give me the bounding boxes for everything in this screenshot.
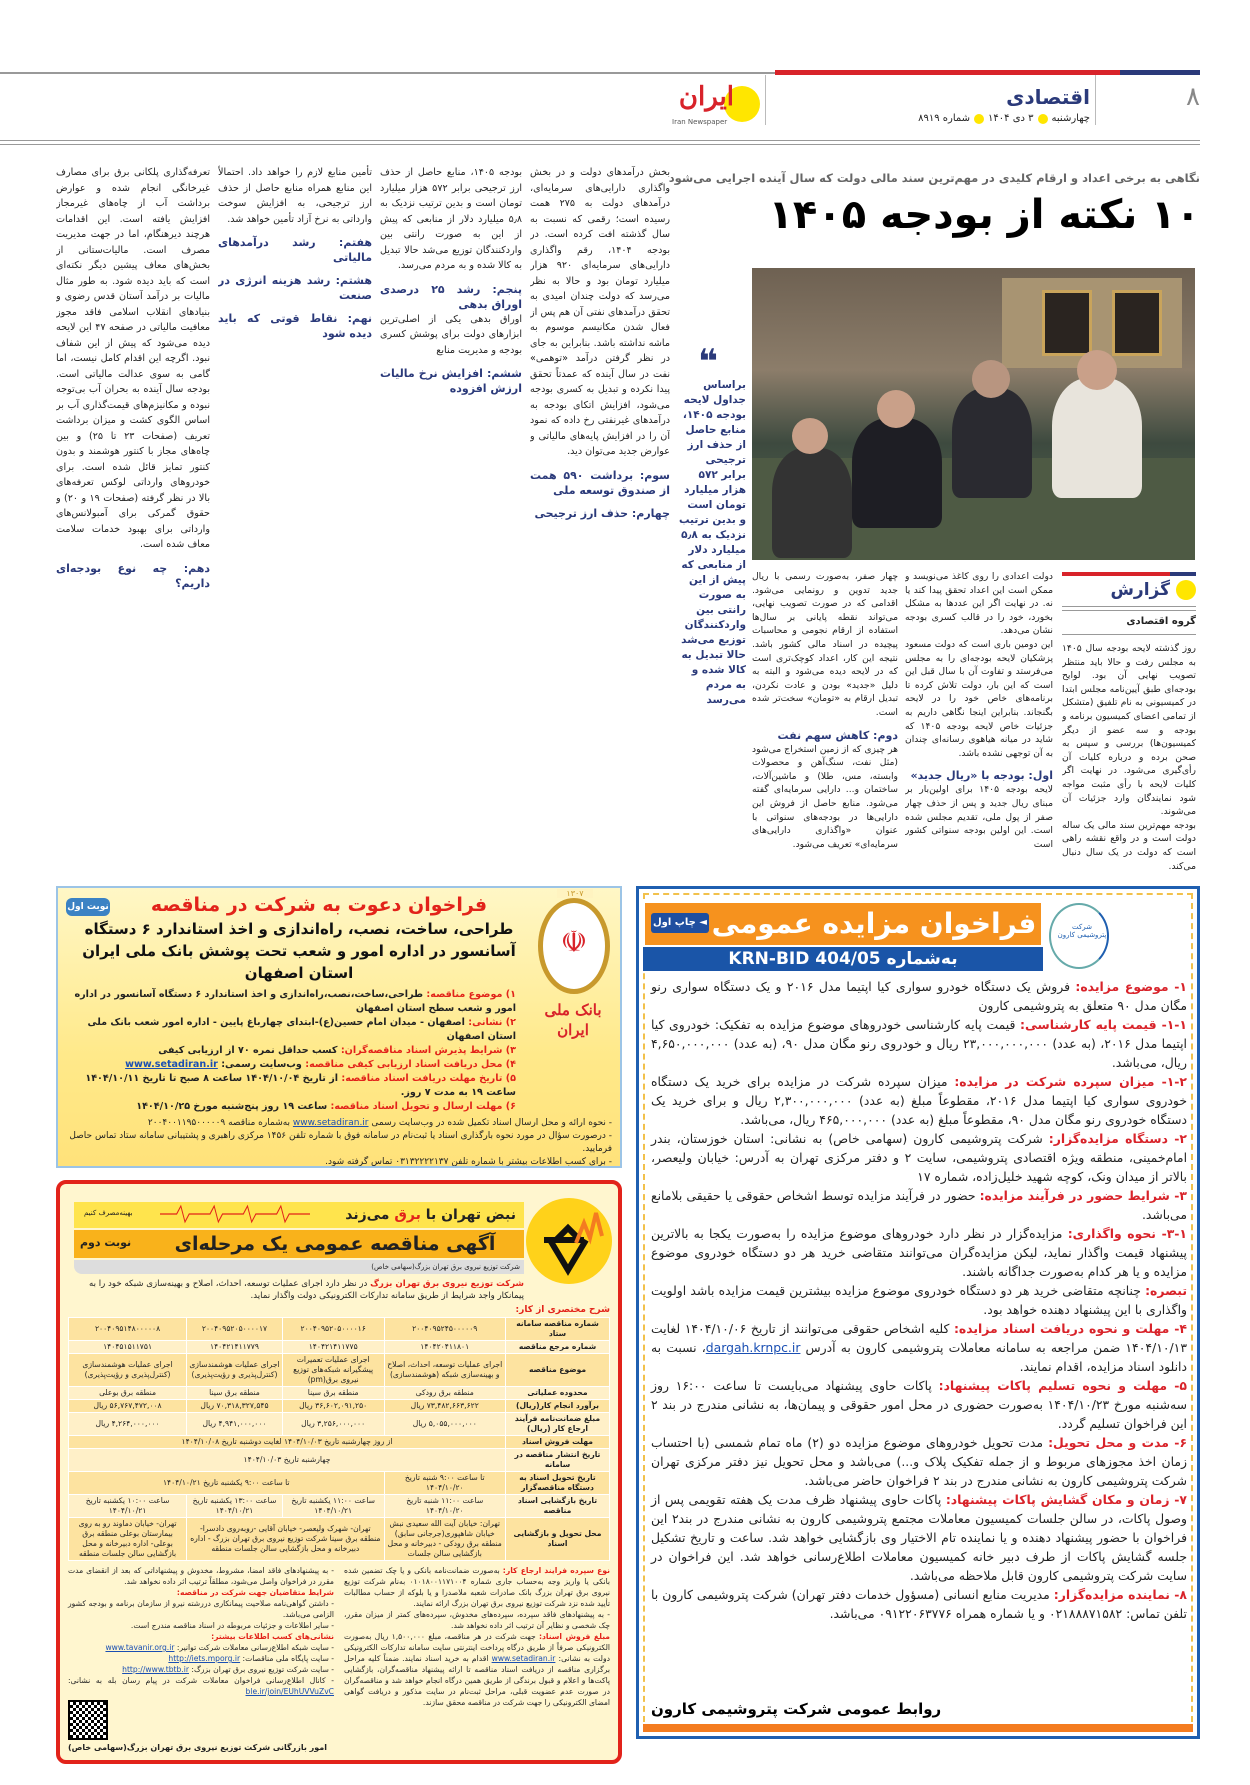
divider: [1062, 606, 1196, 611]
item-text: طراحی،ساخت،نصب،راه‌اندازی و اخذ استاندارد ۶ دستگاه آسانسور در اداره امور و شعب سطح استان اصفهان: [74, 989, 516, 1014]
list-item: [68, 1664, 334, 1675]
divider: [1062, 634, 1196, 635]
section-subhead: هشتم: رشد هزینه انرژی در صنعت: [218, 274, 372, 302]
paragraph: بودجه مهم‌ترین سند مالی یک ساله دولت است و در واقع نقشه راهی است که دولت در یک سال دنبال می‌کند.: [1062, 819, 1196, 872]
item-label: نشانی‌های کسب اطلاعات بیشتر:: [211, 1632, 334, 1641]
section-subhead: سوم: برداشت ۵۹۰ همت از صندوق توسعه ملی: [530, 468, 670, 497]
row-header: تاریخ بازگشایی اسناد مناقصه: [506, 1495, 610, 1518]
ad-title: فراخوان مزایده عمومی: [711, 907, 1037, 940]
table-cell: اجرای عملیات توسعه، احداث، اصلاح و بهینه‌سازی شبکه (هوشمندسازی): [384, 1354, 506, 1387]
item-text: از تاریخ ۱۴۰۴/۱۰/۰۴ ساعت ۸ صبح تا تاریخ ۱۴۰۴/۱۰/۱۱ ساعت ۱۹ به مدت ۷ روز.: [85, 1073, 516, 1098]
article-title-block: [655, 170, 1200, 240]
table-cell: ۲۰۰۴۰۹۵۲۰۵۰۰۰۰۱۶: [282, 1318, 384, 1341]
dot-icon: [974, 114, 984, 124]
table-row: [69, 1518, 610, 1561]
table-cell: منطقه برق سینا: [282, 1387, 384, 1400]
dot-icon: [1176, 580, 1196, 600]
article-column: [218, 165, 372, 875]
link[interactable]: www.setadiran.ir: [125, 1059, 218, 1070]
table-cell: ۴,۲۶۴,۰۰۰,۰۰۰ ریال: [69, 1413, 187, 1436]
item-text: پاکات حاوی پیشنهاد ظرف مدت یک هفته تقویمی پس از وصول پاکات، در سالن جلسات کمیسیون معاملات مجتمع پتروشیمی کارون به نشانی مندرج در بند۲ این فراخوان با حضور پیشنهاد دهنده و یا نماینده تام الاختیار وی بازگشایی خواهد شد. ساعت و تاریخ تشکیل جلسه گشایش پاکات از طرف دبیر خانه کمیسیون معاملات اطلاع‌رسانی خواهد شد. این فراخوان در سایت شرکت پتروشیمی کارون قابل ملاحظه می‌باشد.: [651, 1492, 1187, 1583]
table-cell: از روز چهارشنبه تاریخ ۱۴۰۴/۱۰/۰۳ لغایت دوشنبه تاریخ ۱۴۰۴/۱۰/۰۸: [69, 1436, 506, 1449]
item-text: - به پیشنهادهای فاقد سپرده، سپرده‌های مخدوش، سپرده‌های کمتر از میزان مقرر، چک شخصی و نظایر آن ترتیب اثر داده نخواهد شد.: [344, 1610, 610, 1630]
row-header: برآورد انجام کار(ریال): [506, 1400, 610, 1413]
tender-table: [68, 1317, 610, 1561]
item-text: شرکت پتروشیمی کارون (سهامی خاص) به نشانی: استان خوزستان، بندر امام‌خمینی، منطقه ویژه اقتصادی پتروشیمی، سایت ۲ و دفتر مرکزی تهران به آدرس: خیابان ولیعصر، بالاتر از میدان ونک، کوچه شهید خلیل‌زاده، شماره ۱۷: [651, 1131, 1188, 1184]
section-subhead: هفتم: رشد درآمدهای مالیاتی: [218, 236, 372, 264]
report-label: [1062, 580, 1196, 600]
table-cell: تهران- خیابان دماوند رو به روی بیمارستان بوعلی منطقه برق بوعلی- اداره دبیرخانه و محل بازگشایی سالن جلسات منطقه: [69, 1518, 187, 1561]
row-header: شماره مناقصه سامانه ستاد: [506, 1318, 610, 1341]
ad-footer-bar: [643, 1724, 1193, 1732]
table-cell: ۷۰,۳۱۸,۳۲۷,۵۴۵ ریال: [187, 1400, 283, 1413]
table-cell: ساعت ۱۱:۰۰ شنبه تاریخ ۱۴۰۴/۱۰/۲۰: [384, 1495, 506, 1518]
bank-tender-ad: [56, 886, 622, 1168]
day: چهارشنبه: [1051, 113, 1090, 124]
section-subhead: چهارم: حذف ارز ترجیحی: [534, 506, 670, 520]
divider: [0, 140, 1200, 141]
emblem-year: ۱۳۰۷: [557, 889, 593, 898]
item-text: قیمت پایه کارشناسی خودروهای موضوع مزایده به تفکیک: خودروی کیا اپتیما مدل ۲۰۱۶، (به عدد) ۲۳,۰۰۰,۰۰۰,۰۰۰ ریال و خودروی رنو مگان مدل ۹۰، (به عدد) ۴,۶۵۰,۰۰۰,۰۰۰ ریال، می‌باشد.: [651, 1017, 1187, 1070]
item-label: ۴- مهلت و نحوه دریافت اسناد مزایده:: [953, 1321, 1187, 1336]
table-cell: اجرای عملیات هوشمندسازی (کنترل‌پذیری و رؤیت‌پذیری): [69, 1354, 187, 1387]
paragraph: بودجه ۱۴۰۵، منابع حاصل از حذف ارز ترجیحی برابر ۵۷۲ هزار میلیارد تومان است و بدین ترتیب نزدیک به ۵٫۸ میلیارد دلار از منابعی که پیش از این به صورت رانتی بین واردکنندگان توزیع می‌شد حالا تبدیل به کالا شده و به مردم می‌رسد.: [380, 167, 522, 271]
list-item: [651, 1585, 1187, 1623]
slogan-part: می‌زند: [345, 1207, 395, 1223]
table-cell: ۵,۰۵۵,۰۰۰,۰۰۰ ریال: [384, 1413, 506, 1436]
item-label: نوع سپرده فرایند ارجاع کار:: [502, 1566, 610, 1575]
row-header: مهلت فروش اسناد: [506, 1436, 610, 1449]
list-item: [66, 1058, 516, 1072]
ad-title: آگهی مناقصه عمومی یک مرحله‌ای: [174, 1233, 496, 1255]
list-item: [651, 1072, 1187, 1129]
table-row: [69, 1318, 610, 1341]
auction-ad: [636, 886, 1200, 1739]
item-text: جهت شرکت در هر مناقصه، مبلغ ۱,۵۰۰,۰۰۰ ریال به‌صورت الکترونیکی صرفاً از طریق درگاه پرداخت اینترنتی سایت سامانه تدارکات الکترونیکی دولت به نشانی:: [344, 1632, 610, 1663]
item-text: به‌صورت ضمانت‌نامه بانکی و یا چک تضمین شده بانکی یا واریز وجه به‌حساب جاری شماره ۰۱۰۱۸۰۰۱۱۷۱۰۰۴ به‌نام شرکت توزیع نیروی برق تهران بزرگ بانک صادرات شعبه ملاصدرا و یا بلوکه از حساب مطالبات تأیید شده نزد شرکت توزیع نیروی برق تهران بزرگ ارائه نمایند.: [344, 1566, 610, 1608]
list-item: [66, 988, 516, 1016]
list-item: [651, 1319, 1187, 1376]
paragraph: تعرفه‌گذاری پلکانی برق برای مصارف غیرخانگی انجام شده و عوارض برداشت آب از چاه‌های غیرمجاز افزایش یافته است. این اقدامات هرچند دیرهنگام، اما در جهت مدیریت مصرف است. مالیات‌ستانی از بخش‌های معاف پیشین دیگر نکته‌ای است که باید دیده شود. به طور مثال مالیات بر درآمد آستان قدس رضوی و بنیادهای انقلاب اسلامی فاقد مجوز معافیت مالیاتی در صفحه ۴۷ این لایحه دیده می‌شود که پیش از این شفاف نبود. اگرچه این اقدام کامل نیست، اما گامی به سوی عدالت مالیاتی است. بودجه سال آینده به بحران آب بی‌توجه نبوده و مکانیزم‌های قیمت‌گذاری آب بر اساس الگوی کشت و میزان برداشت تعریف (صفحات ۲۳ تا ۲۵) و بین چاه‌های مجاز با کنتور هوشمند و بدون کنتور تمایز قائل شده است. برای خودروهای وارداتی لوکس تعرفه‌های بالا در نظر گرفته (صفحات ۱۹ و ۲۰) و حقوق گمرکی برای آمبولانس‌های وارداتی برای بهبود خدمات سلامت معاف شده است.: [56, 167, 210, 550]
item-text: ساعت ۱۹ روز پنج‌شنبه مورخ ۱۴۰۴/۱۰/۲۵: [136, 1101, 331, 1112]
section-subhead: اول: بودجه با «ریال جدید»: [910, 769, 1053, 783]
table-cell: اجرای عملیات هوشمندسازی (کنترل‌پذیری و رؤیت‌پذیری): [187, 1354, 283, 1387]
list-item: [651, 1376, 1187, 1433]
report-rule: [1170, 572, 1196, 576]
article-kicker: نگاهی به برخی اعداد و ارقام کلیدی در مهم‌ترین سند مالی دولت که سال آینده اجرایی می‌شود: [668, 171, 1200, 185]
intro-text: در نظر دارد اجرای عملیات توسعه، احداث، اصلاح و بهینه‌سازی شبکه خود را به پیمانکار واجد شرایط از طریق سامانه تدارکات الکترونیکی دولت واگذار نماید.: [89, 1279, 524, 1301]
item-text: مدیریت منابع انسانی (مسؤول خدمات دفتر تهران) شرکت پتروشیمی کارون با تلفن تماس: ۰۲۱۸۸۸۷۱۵۸۲ و یا شماره همراه ۰۹۱۲۲۰۶۳۷۷۶ می‌باشد.: [651, 1587, 1187, 1621]
ad-signature: روابط عمومی شرکت پتروشیمی کارون: [651, 1700, 942, 1718]
row-header: محل تحویل و بازگشایی اسناد: [506, 1518, 610, 1561]
table-row: [69, 1436, 610, 1449]
bank-emblem-icon: ۱۳۰۷ ☫: [538, 898, 610, 994]
summary-heading: شرح مختصری از کار:: [515, 1305, 610, 1315]
power-tender-ad: [56, 1180, 622, 1764]
table-cell: اجرای عملیات تعمیرات پیشگیرانه شبکه‌های توزیع نیروی برق(pm): [282, 1354, 384, 1387]
item-text: ، نسبت به دانلود اسناد مزایده، اقدام نمایند.: [651, 1340, 1187, 1374]
article-column: [530, 165, 670, 875]
bank-logo-text: بانک ملی ایران: [544, 1001, 602, 1039]
row-header: تاریخ انتشار مناقصه در سامانه: [506, 1449, 610, 1472]
intro-company: شرکت توزیع نیروی برق تهران بزرگ: [370, 1279, 524, 1289]
paragraph: این دومین باری است که دولت مسعود پزشکیان لایحه بودجه‌ای را به مجلس می‌فرستد و تفاوت آن با سال قبل این است که این بار، دولت تلاش کرده تا برنامه‌های خاص خود را در لایحه بگنجاند. بنابراین اینجا نگاهی داریم به جزئیات خاص لایحه بودجه ۱۴۰۵ که شاید در میانه هیاهوی رسانه‌ای چندان به آن توجهی نشده باشد.: [905, 638, 1053, 759]
header-rule-red: [775, 70, 1120, 75]
item-text: فروش یک دستگاه خودرو سواری کیا اپتیما مدل ۲۰۱۶ و یک دستگاه سواری رنو مگان مدل ۹۰ متعلق به پتروشیمی کارون: [651, 979, 1187, 1013]
item-label: ۳-۱- نحوه واگذاری:: [1067, 1226, 1187, 1241]
section-subhead: پنجم: رشد ۲۵ درصدی اوراق بدهی: [380, 282, 522, 311]
list-item: [344, 1631, 610, 1708]
paragraph: اوراق بدهی یکی از اصلی‌ترین ابزارهای دولت برای پوشش کسری بودجه و مدیریت منابع: [380, 313, 522, 356]
list-item: [344, 1609, 610, 1631]
item-text: - سایت شرکت توزیع نیروی برق تهران بزرگ:: [189, 1665, 334, 1674]
item-text: پاکات حاوی پیشنهاد می‌بایست تا ساعت ۱۶:۰۰ روز سه‌شنبه مورخ ۱۴۰۴/۱۰/۲۳ به‌صورت حضوری در محل امور حقوقی و پیمان‌ها، به نشانی مندرج در بند ۲ این فراخوان تسلیم گردد.: [651, 1378, 1187, 1431]
list-item: [68, 1587, 334, 1598]
item-text: - برای کسب اطلاعات بیشتر با شماره تلفن ۰۳۱۳۲۲۲۲۱۳۷ تماس گرفته شود.: [325, 1157, 612, 1167]
item-label: ۵) تاریخ مهلت دریافت اسناد مناقصه:: [341, 1073, 516, 1084]
table-row: [69, 1387, 610, 1400]
list-item: [66, 1044, 516, 1058]
item-label: ۱-۲- میزان سپرده شرکت در مزایده:: [954, 1074, 1187, 1089]
row-header: مبلغ ضمانت‌نامه فرآیند ارجاع کار (ریال): [506, 1413, 610, 1436]
pulse-icon: [160, 1204, 310, 1224]
slogan-part: برق: [394, 1207, 421, 1223]
item-label: ۱) موضوع مناقصه:: [426, 989, 516, 1000]
list-item: [651, 1281, 1187, 1319]
save-energy-text: بهینه‌مصرف کنیم: [84, 1209, 133, 1217]
list-item: [66, 1130, 612, 1156]
round-badge: نوبت دوم: [80, 1236, 132, 1249]
item-label: ۷- زمان و مکان گشایش پاکات پیشنهاد:: [945, 1492, 1187, 1507]
table-cell: ۵۶,۷۶۷,۴۷۲,۰۰۸ ریال: [69, 1400, 187, 1413]
ad-number: به‌شماره KRN-BID 404/05: [643, 947, 1043, 971]
row-header: تاریخ تحویل اسناد به دستگاه مناقصه‌گزار: [506, 1472, 610, 1495]
paragraph: بخش درآمدهای دولت و در بخش واگذاری دارایی‌های سرمایه‌ای، درآمدهای دولت به ۲۷۵ همت رسیده است؛ رقمی که نسبت به سال گذشته افت کرده است. در بودجه ۱۴۰۴، رقم واگذاری دارایی‌های سرمایه‌ای ۹۲۰ هزار میلیارد تومان بود و حالا به نظر می‌رسد که دولت چندان امیدی به تحقق درآمدهای نفتی آن هم پس از فعال شدن مکانیسم موسوم به ماشه نداشته باشد. بنابراین به جای در نظر گرفتن درآمد «توهمی» نفت در سال آینده که عمدتاً تحقق پیدا نکرده و تبدیل به کسری بودجه می‌شود، افزایش اتکای بودجه به درآمدهای غیرنفتی رخ داده که نمود آن را در افزایش پایه‌های مالیاتی و عوارض جدید می‌توان دید.: [530, 167, 670, 457]
pull-quote: براساس جداول لایحه بودجه ۱۴۰۵، منابع حاصل از حذف ارز ترجیحی برابر ۵۷۲ هزار میلیارد تومان است و بدین ترتیب نزدیک به ۵٫۸ میلیارد دلار از منابعی که پیش از این به صورت رانتی بین واردکنندگان توزیع می‌شد حالا تبدیل به کالا شده و به مردم می‌رسد: [678, 379, 746, 706]
item-label: ۱-۱- قیمت پایه کارشناسی:: [1020, 1017, 1187, 1032]
row-header: محدوده عملیاتی: [506, 1387, 610, 1400]
link[interactable]: http://iets.mporg.ir: [168, 1654, 241, 1663]
table-row: [69, 1400, 610, 1413]
article-column: [905, 570, 1053, 882]
list-item: [651, 1224, 1187, 1281]
section-title: اقتصادی: [1006, 85, 1090, 109]
issue-number: شماره ۸۹۱۹: [918, 113, 971, 124]
table-cell: ساعت ۱۳:۰۰ یکشنبه تاریخ ۱۴۰۴/۱۰/۲۱: [187, 1495, 283, 1518]
byline: گروه اقتصادی: [1126, 616, 1196, 627]
table-cell: چهارشنبه تاریخ ۱۴۰۴/۱۰/۰۳: [69, 1449, 506, 1472]
section-subhead: دهم: چه نوع بودجه‌ای داریم؟: [56, 561, 210, 590]
slogan-part: نبض تهران با: [420, 1207, 516, 1223]
item-text: میزان سپرده شرکت در مزایده برای خرید یک دستگاه خودروی سواری کیا اپتیما مدل ۲۰۱۶، مقطوعاً مبلغ (به عدد) ۲,۳۰۰,۰۰۰,۰۰۰ ریال و برای خرید یک دستگاه خودروی رنو مگان مدل ۹۰، مقطوعاً مبلغ (به عدد) ۴۶۵,۰۰۰,۰۰۰ ریال، می‌باشد.: [651, 1074, 1187, 1127]
section-subhead: ششم: افزایش نرخ مالیات ارزش افزوده: [380, 367, 522, 395]
page-number: ۸: [1186, 82, 1200, 112]
table-cell: ساعت ۱۱:۰۰ یکشنبه تاریخ ۱۴۰۴/۱۰/۲۱: [282, 1495, 384, 1518]
table-cell: ۲۰۰۴۰۹۵۲۰۵۰۰۰۰۱۷: [187, 1318, 283, 1341]
item-text: چنانچه متقاضی خرید هر دو دستگاه خودروی موضوع مزایده بیشترین قیمت مزایده باشد اولویت واگذاری با این پیشنهاد دهنده خواهد بود.: [651, 1283, 1187, 1317]
paragraph: روز گذشته لایحه بودجه سال ۱۴۰۵ به مجلس رفت و حالا باید منتظر تصویب نهایی آن بود. لوایح بودجه‌ای طبق آیین‌نامه مجلس ابتدا در کمیسیونی به نام تلفیق (متشکل از تمامی اعضای کمیسیون برنامه و بودجه و سه عضو از دیگر کمیسیون‌ها) بررسی و سپس به صحن برده و درباره کلیات آن رأی‌گیری می‌شود. در نهایت اگر کلیات لایحه با رأی مثبت مواجه شود نمایندگان وارد جزئیات آن می‌شوند.: [1062, 643, 1196, 818]
report-rule: [1062, 572, 1170, 576]
item-text: - درصورت سؤال در مورد نحوه بارگذاری اسناد یا ثبت‌نام در سامانه فوق با شماره تلفن ۱۴۵۶ مرکزی راهبری و پشتیبانی سامانه ستاد تماس حاصل فرمایید.: [69, 1131, 612, 1154]
table-row: [69, 1341, 610, 1354]
ad-terms-right: [344, 1565, 610, 1740]
link[interactable]: dargah.krnpc.ir: [705, 1340, 801, 1355]
divider: [1095, 75, 1096, 125]
item-label: ۳) شرایط پذیرش اسناد مناقصه‌گران:: [340, 1045, 516, 1056]
table-row: [69, 1354, 610, 1387]
item-text: اصفهان - میدان امام حسین(ع)-ابتدای چهارباغ پایین - اداره امور شعب بانک ملی استان اصفهان: [87, 1017, 516, 1042]
dot-icon: [1038, 114, 1048, 124]
table-cell: ۱۴۰۴۲۰۴۱۱۸۰۱: [384, 1341, 506, 1354]
divider: [0, 144, 1200, 145]
table-cell: تهران- شهرک ولیعصر- خیابان آقایی -روبه‌روی دادسرا- منطقه برق سینا شرکت توزیع نیروی برق تهران بزرگ - اداره دبیرخانه و محل بازگشایی سالن جلسات منطقه: [187, 1518, 384, 1561]
date: ۳ دی ۱۴۰۴: [988, 113, 1034, 124]
section-subhead: دوم: کاهش سهم نفت: [777, 728, 898, 742]
item-label: ۲) نشانی:: [468, 1017, 516, 1028]
paragraph: دولت اعدادی را روی کاغذ می‌نویسد و ممکن است این اعداد تحقق پیدا کند یا نه. در نهایت اگر این عددها به مشکل بخورد، خود را در قالب کسری بودجه نشان می‌دهد.: [905, 571, 1053, 637]
item-text: کسب حداقل نمره ۷۰ از ارزیابی کیفی: [158, 1045, 341, 1056]
table-cell: تهران: خیابان آیت الله سعیدی نبش خیابان شاهپوری(جرجانی سابق) منطقه برق رودکی - دبیرخانه و محل بازگشایی سالن جلسات: [384, 1518, 506, 1561]
item-label: ۶) مهلت ارسال و تحویل اسناد مناقصه:: [330, 1101, 516, 1112]
item-text: - سایر اطلاعات و جزئیات مربوطه در اسناد مناقصه مندرج است.: [130, 1621, 334, 1630]
ad-title: فراخوان دعوت به شرکت در مناقصه: [150, 894, 488, 916]
item-text: - داشتن گواهی‌نامه صلاحیت پیمانکاری دررشته نیرو از سازمان برنامه و بودجه کشور الزامی می‌باشد.: [68, 1599, 334, 1619]
article-column: [56, 165, 210, 875]
list-item: [68, 1642, 334, 1653]
table-cell: ۱۴۰۴۲۱۴۱۱۷۷۹: [187, 1341, 283, 1354]
ad-body: [651, 977, 1187, 1623]
row-header: موضوع مناقصه: [506, 1354, 610, 1387]
list-item: [651, 1186, 1187, 1224]
item-text: وب‌سایت رسمی:: [217, 1059, 306, 1070]
table-cell: ۱۴۰۴۲۱۴۱۱۷۷۵: [282, 1341, 384, 1354]
print-badge: ◄ چاپ اول: [651, 913, 709, 933]
table-cell: منطقه برق بوعلی: [69, 1387, 187, 1400]
table-cell: ۲۰۰۴۰۹۵۲۴۵۰۰۰۰۰۹: [384, 1318, 506, 1341]
company-logo-text: شرکت پتروشیمی کارون: [1057, 923, 1107, 939]
list-item: [651, 1433, 1187, 1490]
item-text: - به پیشنهادهای فاقد امضا، مشروط، مخدوش و پیشنهاداتی که بعد از انقضای مدت مقرر در فراخوان واصل می‌شود، مطلقاً ترتیب اثر داده نخواهد شد.: [68, 1566, 334, 1586]
item-text: - سایت شبکه اطلاع‌رسانی معاملات شرکت توانیر:: [174, 1643, 334, 1652]
list-item: [68, 1653, 334, 1664]
logo-text: ایران: [678, 82, 734, 112]
table-cell: ۲۰۰۴۰۹۵۱۴۸۰۰۰۰۰۸: [69, 1318, 187, 1341]
list-item: [651, 1490, 1187, 1585]
table-row: [69, 1413, 610, 1436]
report-label-text: گزارش: [1110, 580, 1170, 600]
item-text: حضور در فرآیند مزایده توسط اشخاص حقوقی یا حقیقی بلامانع می‌باشد.: [651, 1188, 1187, 1222]
table-cell: منطقه برق رودکی: [384, 1387, 506, 1400]
item-label: مبلغ فروش اسناد:: [538, 1632, 610, 1641]
link[interactable]: www.setadiran.ir: [491, 1654, 556, 1663]
paragraph: تأمین منابع لازم را خواهد داد. احتمالاً این منابع همراه منابع حاصل از حذف ارز ترجیحی، به افزایش سوخت وارداتی به نرخ آزاد تأمین خواهد شد.: [218, 167, 372, 225]
table-cell: ۳,۲۵۶,۰۰۰,۰۰۰ ریال: [282, 1413, 384, 1436]
item-text: اقدام به خرید اسناد نمایند. ضمناً کلیه مراحل برگزاری مناقصه از دریافت اسناد مناقصه تا ارائه پیشنهاد مناقصه‌گران، بازگشایی پاکت‌ها و اعلام و قبول برندگی از طریق همین درگاه انجام خواهد شد و مناقصه‌گران در صورت عدم عضویت قبلی، مراحل ثبت‌نام در سایت مذکور و دریافت گواهی امضای الکترونیکی را جهت شرکت در مناقصه محقق سازند.: [344, 1654, 610, 1707]
ad-subtitle: طراحی، ساخت، نصب، راه‌اندازی و اخذ استاندارد ۶ دستگاه آسانسور در اداره امور و شعب تحت پوشش بانک ملی ایران استان اصفهان: [82, 920, 516, 982]
ad-terms-left-wrap: [68, 1565, 334, 1740]
power-tower-icon: [526, 1198, 612, 1284]
ad-intro: [68, 1278, 610, 1302]
link[interactable]: www.tavanir.org.ir: [105, 1643, 175, 1652]
item-text: - سایت پایگاه ملی مناقصات:: [240, 1654, 334, 1663]
list-item: [66, 1100, 516, 1114]
paragraph: چهار صفر، به‌صورت رسمی با ریال جدید تدوین و رونمایی می‌شود. اقدامی که در صورت تصویب نهایی، می‌تواند نقطه پایانی بر سال‌ها استفاده از ارقام نجومی و محاسبات پیچیده در اسناد مالی کشور باشد. نتیجه این کار، اعداد کوچک‌تری است که در لایحه دیده می‌شود و البته به دلیل «جدید» بودن و عادت نکردن، تبدیل ارقام به «تومان» سخت‌تر شده است.: [752, 571, 898, 718]
item-text: به‌شماره مناقصه ۲۰۰۴۰۰۱۱۹۵۰۰۰۰۰۹: [147, 1118, 293, 1128]
ad-body: [66, 988, 612, 1114]
item-text: مزایده‌گزار در نظر دارد خودروهای موضوع مزایده را به‌صورت یکجا به بالاترین پیشنهاد قیمت واگذار نماید، لیکن مزایده‌گران می‌توانند متقاضی خرید هر دو دستگاه خودروی موضوع مزایده و یا هر کدام به‌صورت جداگانه باشند.: [651, 1226, 1187, 1279]
table-row: [69, 1472, 610, 1495]
item-text: - نحوه ارائه و محل ارسال اسناد تکمیل شده در وب‌سایت رسمی: [368, 1118, 612, 1128]
quote-icon: ❝: [698, 342, 718, 382]
table-row: [69, 1495, 610, 1518]
item-label: ۶- مدت و محل تحویل:: [1048, 1435, 1188, 1450]
item-label: تبصره:: [1145, 1283, 1187, 1298]
paragraph: لایحه بودجه ۱۴۰۵ برای اولین‌بار بر مبنای ریال جدید و پس از حذف چهار صفر از پول ملی، تقدیم مجلس شده است. این اولین بودجه سنواتی کشور است: [905, 784, 1053, 850]
list-item: [68, 1675, 334, 1697]
link[interactable]: http://www.tbtb.ir: [122, 1665, 189, 1674]
item-text: - کانال اطلاع‌رسانی فراخوان معاملات شرکت در پیام رسان بله به نشانی:: [68, 1676, 334, 1685]
divider: [765, 75, 766, 125]
item-label: ۵- مهلت و نحوه تسلیم پاکات پیشنهاد:: [938, 1378, 1187, 1393]
ad-footer: امور بازرگانی شرکت توزیع نیروی برق تهران بزرگ(سهامی خاص): [68, 1743, 327, 1752]
list-item: [651, 1129, 1187, 1186]
qr-code-icon: [68, 1700, 108, 1740]
section-subhead: نهم: نقاط قوتی که باید دیده شود: [218, 312, 372, 340]
list-item: [68, 1620, 334, 1631]
list-item: [66, 1117, 612, 1130]
link[interactable]: www.setadiran.ir: [292, 1118, 369, 1128]
table-cell: ۱۴۰۴۵۱۵۱۱۷۵۱: [69, 1341, 187, 1354]
list-item: [68, 1598, 334, 1620]
item-label: شرایط متقاضیان جهت شرکت در مناقصه:: [176, 1588, 334, 1597]
paragraph: هر چیزی که از زمین استخراج می‌شود (مثل نفت، سنگ‌آهن و محصولات وابسته، مس، طلا) و ماشین‌آلات، ساختمان و... دارایی سرمایه‌ای گفته می‌شود. منابع حاصل از فروش این دارایی‌ها در بودجه‌های سنواتی با عنوان «واگذاری دارایی‌های سرمایه‌ای» تعریف می‌شود.: [752, 743, 898, 850]
article-column: [752, 570, 898, 882]
list-item: [651, 1015, 1187, 1072]
company-name: شرکت توزیع نیروی برق تهران بزرگ(سهامی خاص): [371, 1263, 520, 1271]
item-text: مدت تحویل خودروهای موضوع مزایده دو (۲) ماه تمام شمسی (با احتساب زمان اخذ مجوزهای مربوط و از جمله تفکیک پلاک و...) می‌باشد و محل تحویل نیز دفتر مرکزی تهران شرکت پتروشیمی کارون به نشانی مندرج در بند ۲ فراخوان حاضر می‌باشد.: [651, 1435, 1187, 1488]
item-label: ۲- دستگاه مزایده‌گزار:: [1048, 1131, 1187, 1146]
table-cell: ۳۶,۶۰۲,۰۹۱,۲۵۰ ریال: [282, 1400, 384, 1413]
list-item: [66, 1016, 516, 1044]
item-label: ۳- شرایط حضور در فرآیند مزایده:: [979, 1188, 1187, 1203]
item-label: ۴) محل دریافت اسناد ارزیابی کیفی مناقصه:: [305, 1059, 516, 1070]
table-cell: منطقه برق سینا: [187, 1387, 283, 1400]
table-cell: ۴,۹۴۱,۰۰۰,۰۰۰ ریال: [187, 1413, 283, 1436]
company-logo: [1049, 903, 1109, 969]
list-item: [66, 1156, 612, 1168]
logo-subtext: Iran Newspaper: [672, 118, 728, 126]
list-item: [68, 1631, 334, 1642]
ad-notes: [66, 1117, 612, 1168]
list-item: [344, 1565, 610, 1609]
article-column: [380, 165, 522, 875]
header-rule: [0, 72, 775, 74]
list-item: [68, 1565, 334, 1587]
header-rule-blue: [1120, 70, 1200, 75]
round-badge: نوبت اول: [66, 898, 110, 916]
item-label: ۱- موضوع مزایده:: [1075, 979, 1187, 994]
table-cell: تا ساعت ۹:۰۰ شنبه تاریخ ۱۴۰۴/۱۰/۲۰: [384, 1472, 506, 1495]
article-headline: ۱۰ نکته از بودجه ۱۴۰۵: [768, 192, 1200, 238]
list-item: [66, 1072, 516, 1100]
ad-terms-left: [68, 1565, 334, 1697]
article-column: [1062, 642, 1196, 882]
article-photo: [752, 268, 1195, 560]
newspaper-logo: [672, 82, 762, 132]
table-row: [69, 1449, 610, 1472]
link[interactable]: ble.ir/join/EUhUVVuZvC: [245, 1687, 334, 1696]
item-label: ۸- نماینده مزایده‌گزار:: [1053, 1587, 1187, 1602]
row-header: شماره مرجع مناقصه: [506, 1341, 610, 1354]
table-cell: ۷۳,۴۸۲,۶۶۳,۶۲۲ ریال: [384, 1400, 506, 1413]
item-text: کلیه اشخاص حقوقی می‌توانند از تاریخ ۱۴۰۴/۱۰/۰۶ لغایت ۱۴۰۴/۱۰/۱۳ ضمن مراجعه به سامانه معاملات پتروشیمی کارون به آدرس: [651, 1321, 1187, 1355]
table-cell: ساعت ۱۰:۰۰ یکشنبه تاریخ ۱۴۰۴/۱۰/۲۱: [69, 1495, 187, 1518]
list-item: [651, 977, 1187, 1015]
table-cell: تا ساعت ۹:۰۰ یکشنبه تاریخ ۱۴۰۴/۱۰/۲۱: [69, 1472, 385, 1495]
date-line: [860, 113, 1090, 124]
